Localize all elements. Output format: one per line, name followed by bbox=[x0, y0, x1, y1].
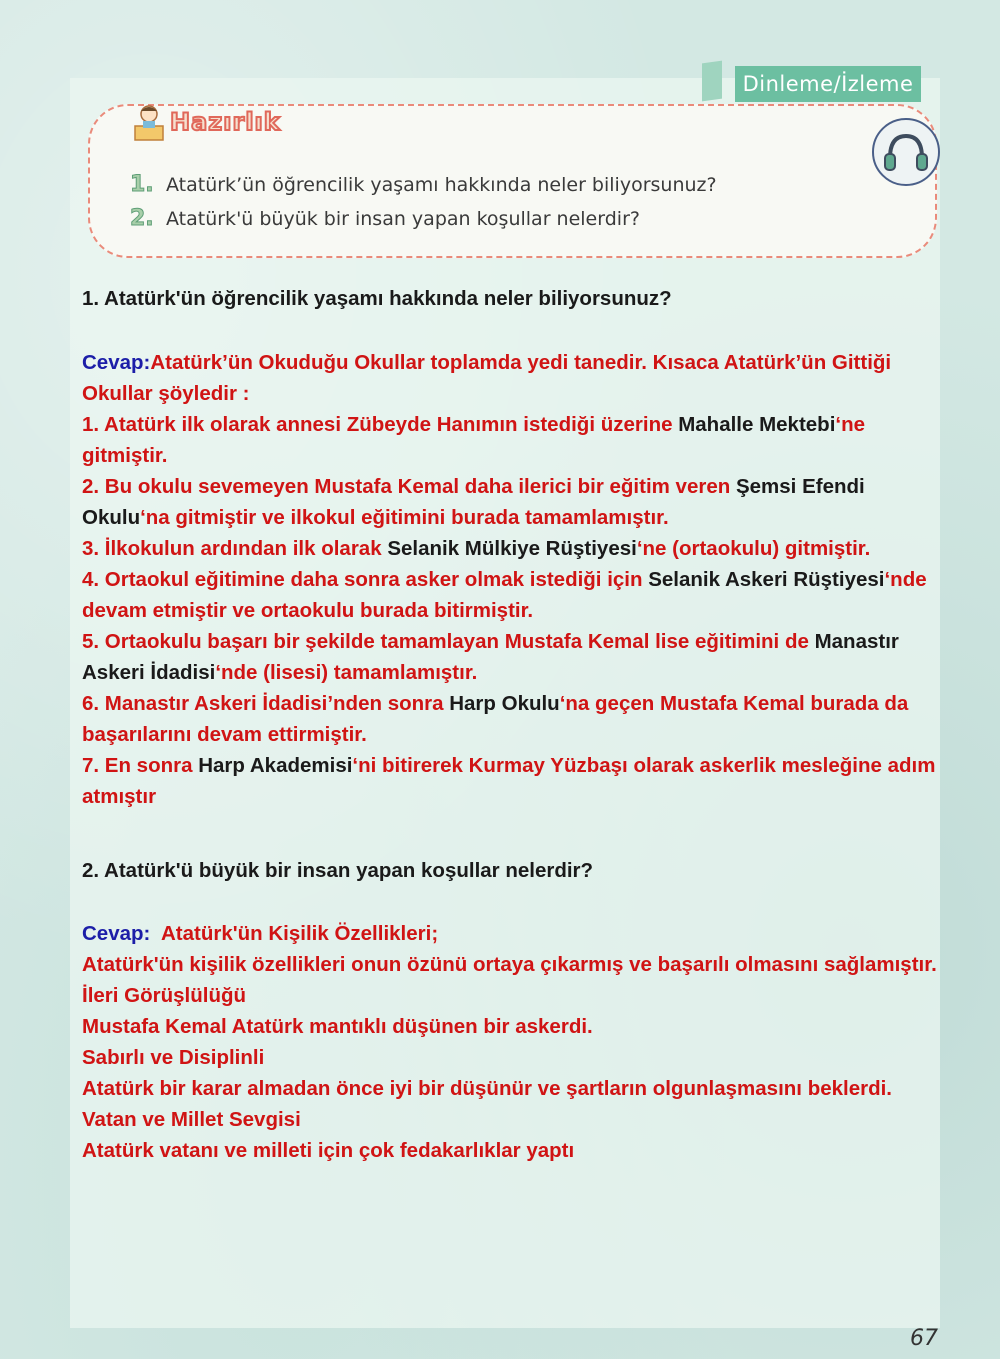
answer-label: Cevap: bbox=[82, 351, 151, 374]
school-item bbox=[82, 409, 940, 471]
school-name: Şemsi Efendi Okulu bbox=[82, 475, 865, 529]
answer-line: Mustafa Kemal Atatürk mantıklı düşünen bir askerdi. bbox=[82, 1015, 593, 1038]
school-name: Selanik Askeri Rüştiyesi bbox=[648, 568, 885, 591]
question-1-heading: 1. Atatürk'ün öğrencilik yaşamı hakkında neler biliyorsunuz? bbox=[82, 287, 672, 310]
answer-line: İleri Görüşlülüğü bbox=[82, 984, 247, 1007]
question-number: 2. bbox=[130, 206, 154, 231]
item-text: ‘na gitmiştir ve ilkokul eğitimini burada tamamlamıştır. bbox=[140, 506, 669, 529]
answer-line: Vatan ve Millet Sevgisi bbox=[82, 1108, 301, 1131]
school-item bbox=[82, 626, 940, 688]
question-2-heading: 2. Atatürk'ü büyük bir insan yapan koşullar nelerdir? bbox=[82, 859, 594, 882]
question-number: 1. bbox=[130, 172, 154, 197]
school-name: Harp Akademisi bbox=[198, 754, 353, 777]
section-tab: Dinleme/İzleme bbox=[735, 66, 921, 102]
answer-label: Cevap: bbox=[82, 922, 151, 945]
item-text: ‘ne (ortaokulu) gitmiştir. bbox=[636, 537, 871, 560]
answer-heading-text: Atatürk'ün Kişilik Özellikleri; bbox=[161, 922, 439, 945]
answer-line: Atatürk bir karar almadan önce iyi bir düşünür ve şartların olgunlaşmasını beklerdi. bbox=[82, 1077, 893, 1100]
item-text: 6. Manastır Askeri İdadisi’nden sonra bbox=[82, 692, 450, 715]
preparation-logo bbox=[132, 100, 281, 144]
preparation-title: Hazırlık bbox=[170, 108, 281, 136]
school-item bbox=[82, 564, 940, 626]
page-number: 67 bbox=[910, 1326, 938, 1351]
answer-line: Sabırlı ve Disiplinli bbox=[82, 1046, 265, 1069]
school-name: Mahalle Mektebi bbox=[678, 413, 836, 436]
school-item bbox=[82, 471, 940, 533]
answer-line: Atatürk'ün kişilik özellikleri onun özünü ortaya çıkarmış ve başarılı olmasını sağlamıştır. bbox=[82, 953, 937, 976]
answer-2-heading bbox=[82, 918, 940, 949]
school-name: Manastır Askeri İdadisi bbox=[82, 630, 899, 684]
headphone-icon bbox=[872, 118, 940, 186]
answer-1-intro bbox=[82, 347, 940, 409]
school-name: Selanik Mülkiye Rüştiyesi bbox=[387, 537, 637, 560]
item-text: 5. Ortaokulu başarı bir şekilde tamamlayan Mustafa Kemal lise eğitimini de bbox=[82, 630, 815, 653]
item-text: 1. Atatürk ilk olarak annesi Zübeyde Hanımın istediği üzerine bbox=[82, 413, 679, 436]
answer-intro-text: Atatürk’ün Okuduğu Okullar toplamda yedi tanedir. Kısaca Atatürk’ün Gittiği Okullar şöyledir : bbox=[82, 351, 892, 405]
item-text: 3. İlkokulun ardından ilk olarak bbox=[82, 537, 388, 560]
school-item bbox=[82, 750, 940, 812]
kid-illustration-icon bbox=[132, 102, 166, 142]
answer-content bbox=[82, 283, 940, 1166]
school-item bbox=[82, 533, 940, 564]
school-item bbox=[82, 688, 940, 750]
question-text: Atatürk’ün öğrencilik yaşamı hakkında neler biliyorsunuz? bbox=[166, 173, 717, 196]
item-text: ‘nde devam etmiştir ve ortaokulu burada bitirmiştir. bbox=[82, 568, 927, 622]
question-text: Atatürk'ü büyük bir insan yapan koşullar nelerdir? bbox=[166, 207, 640, 230]
tab-flag-decoration bbox=[702, 61, 722, 102]
preparation-question-1 bbox=[130, 172, 717, 197]
answer-line: Atatürk vatanı ve milleti için çok fedakarlıklar yaptı bbox=[82, 1139, 575, 1162]
item-text: ‘na geçen Mustafa Kemal burada da başarılarını devam ettirmiştir. bbox=[82, 692, 909, 746]
item-text: ‘ne gitmiştir. bbox=[82, 413, 866, 467]
item-text: ‘ni bitirerek Kurmay Yüzbaşı olarak askerlik mesleğine adım atmıştır bbox=[82, 754, 936, 808]
item-text: 2. Bu okulu sevemeyen Mustafa Kemal daha ilerici bir eğitim veren bbox=[82, 475, 736, 498]
item-text: ‘nde (lisesi) tamamlamıştır. bbox=[215, 661, 478, 684]
item-text: 4. Ortaokul eğitimine daha sonra asker olmak istediği için bbox=[82, 568, 649, 591]
item-text: 7. En sonra bbox=[82, 754, 199, 777]
preparation-question-2 bbox=[130, 206, 640, 231]
school-name: Harp Okulu bbox=[449, 692, 560, 715]
